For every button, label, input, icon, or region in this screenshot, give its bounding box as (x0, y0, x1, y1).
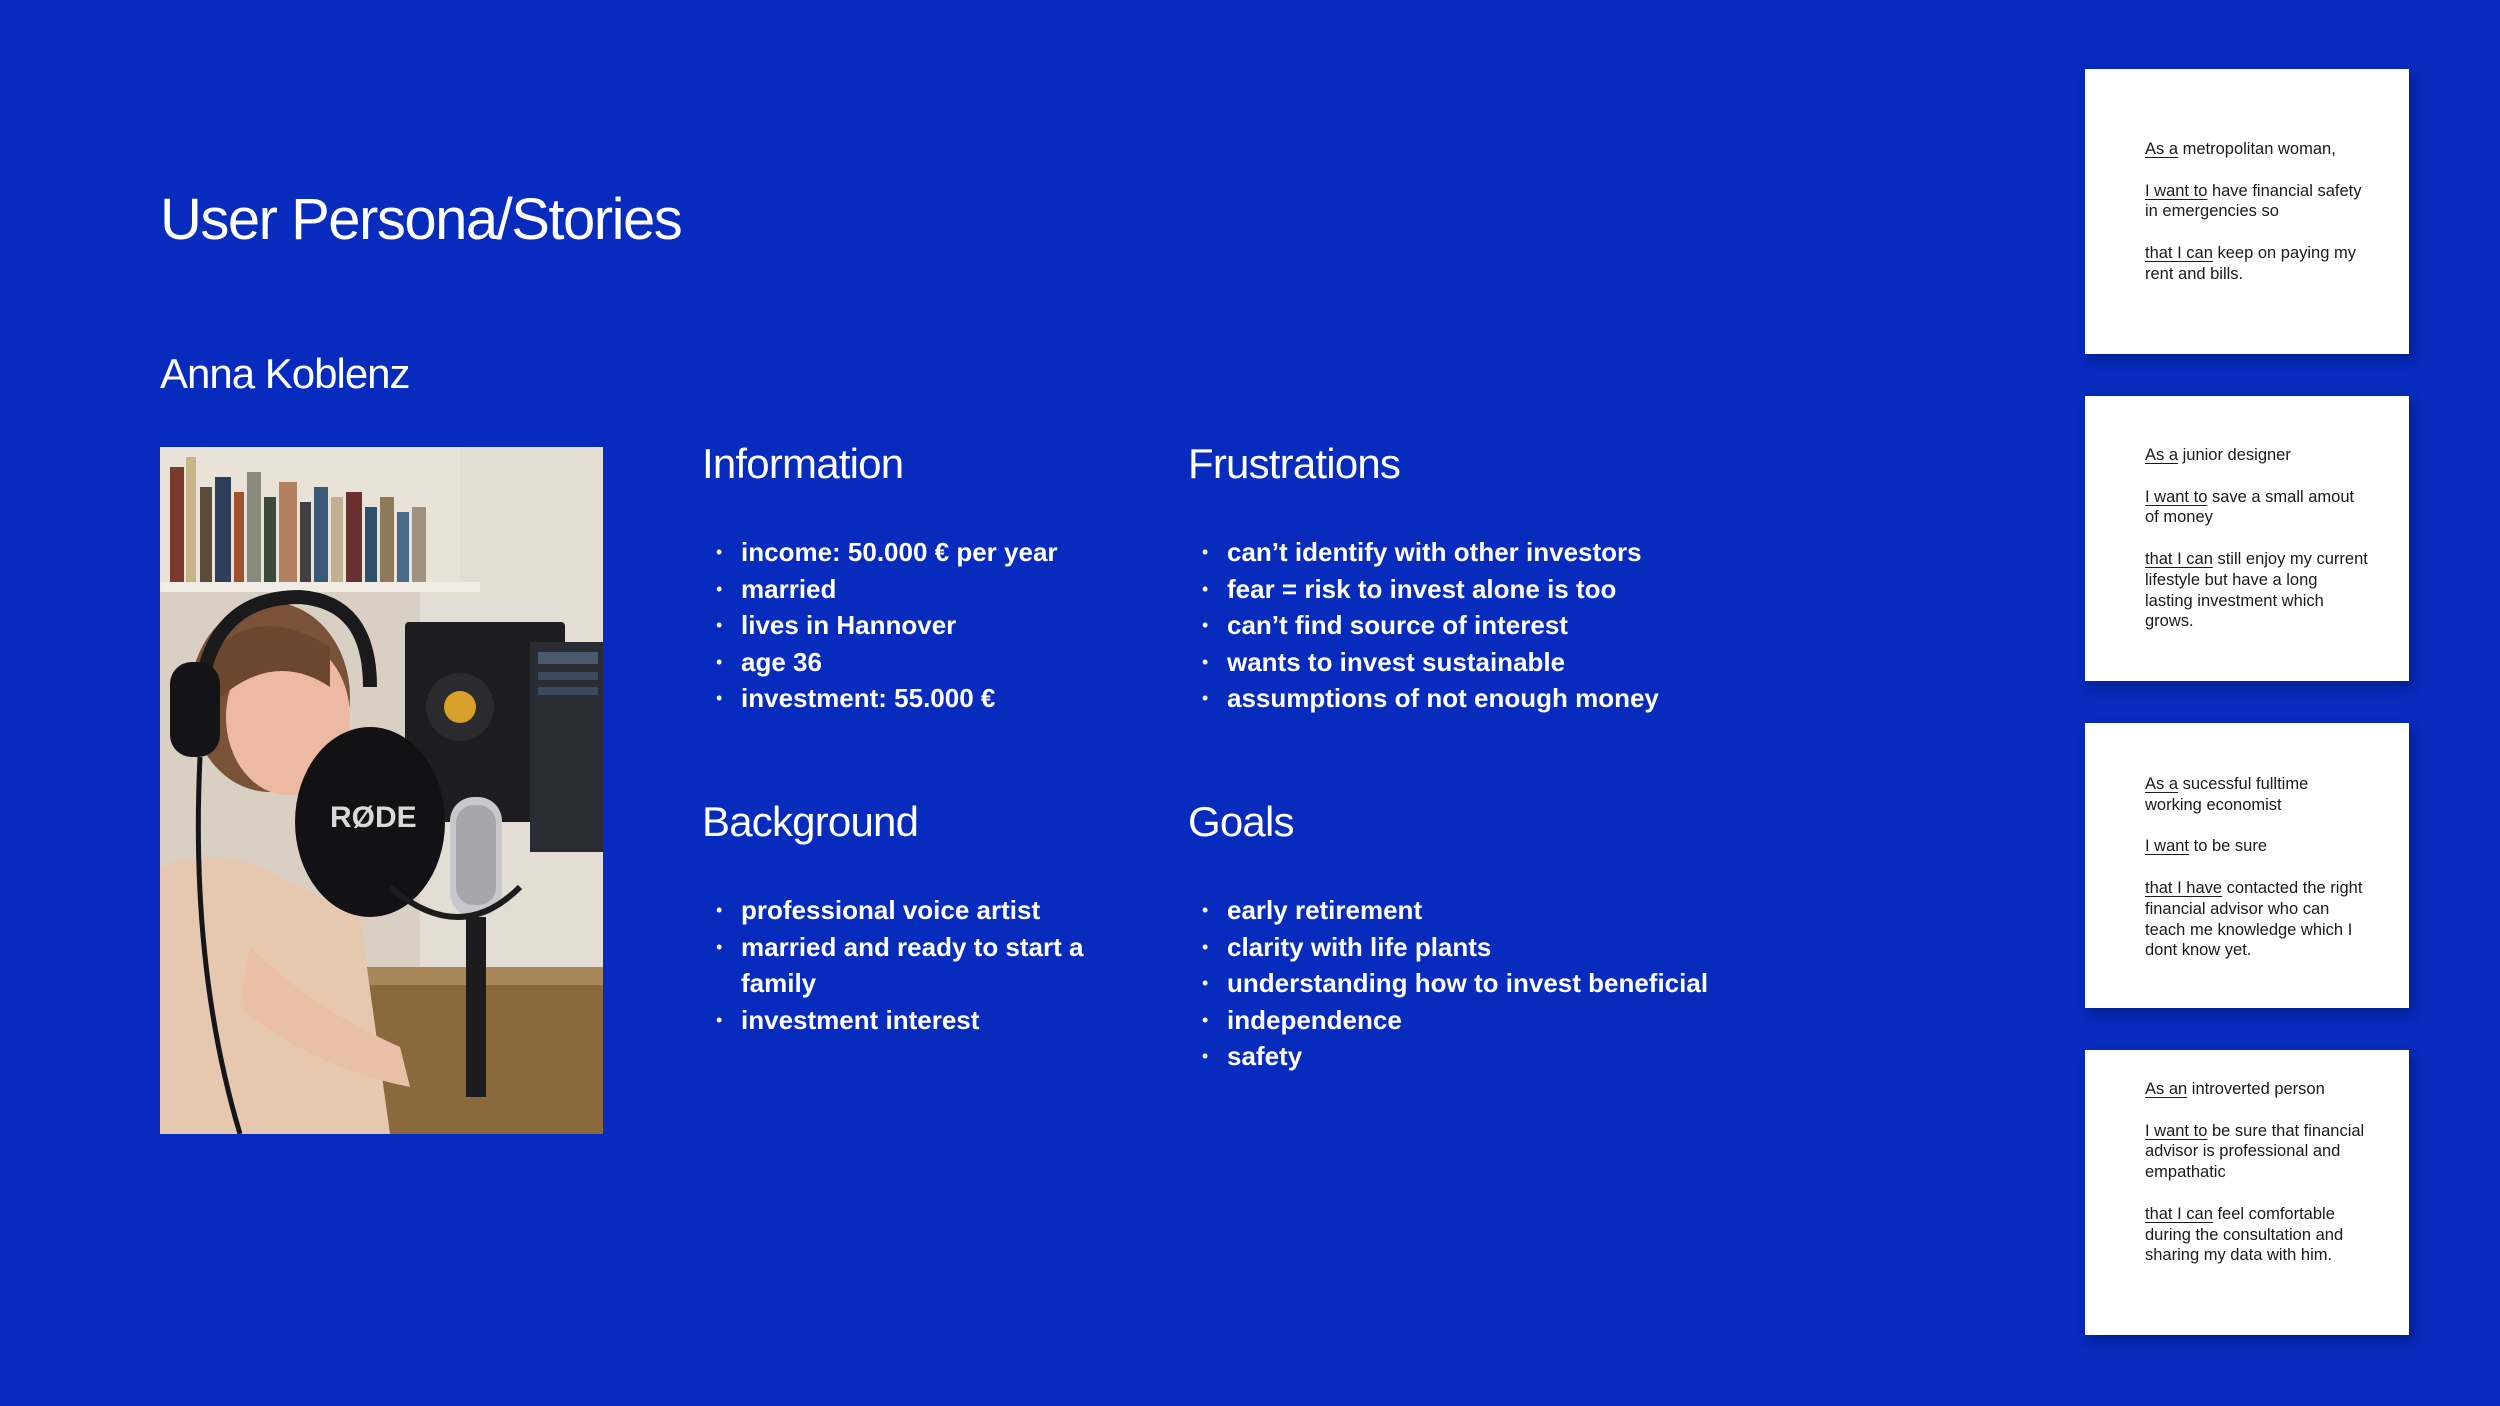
list-item: • wants to invest sustainable (1188, 644, 1788, 681)
frustrations-section (1188, 440, 1788, 717)
mic-brand-label: RØDE (330, 801, 417, 834)
list-item: • can’t identify with other investors (1188, 534, 1788, 571)
story-benefit-text: still enjoy my current lifestyle but have a long lasting investment which grows. (2145, 549, 2368, 631)
story-role (2145, 139, 2369, 160)
story-benefit-keyword: that I can (2145, 549, 2213, 568)
story-role-text: sucessful fulltime working economist (2145, 775, 2309, 814)
background-section (702, 798, 1122, 1038)
story-want-keyword: I want (2145, 837, 2190, 856)
story-benefit-keyword: that I can (2145, 1204, 2213, 1223)
page-title: User Persona/Stories (160, 187, 682, 252)
story-role-keyword: As a (2145, 140, 2179, 158)
story-role-text: metropolitan woman, (2178, 140, 2336, 158)
persona-photo-illustration (160, 447, 603, 1134)
story-want-text: have financial safety in emergencies so (2145, 181, 2362, 221)
story-benefit (2145, 549, 2369, 632)
story-want-text: be sure that financial advisor is professional and empathatic (2145, 1121, 2365, 1182)
information-section (702, 440, 1142, 717)
story-benefit (2145, 878, 2369, 961)
goals-section (1188, 798, 1788, 1075)
story-want (2145, 487, 2369, 529)
story-want (2145, 1121, 2369, 1183)
list-item: • assumptions of not enough money (1188, 680, 1788, 717)
story-want-keyword: I want to (2145, 487, 2208, 506)
list-item: • safety (1188, 1038, 1788, 1075)
story-role-keyword: As an (2145, 1080, 2188, 1098)
persona-photo (160, 447, 603, 1134)
list-item: • professional voice artist (702, 892, 1122, 929)
list-item: • fear = risk to invest alone is too (1188, 571, 1788, 608)
story-benefit-text: contacted the right financial advisor who can teach me knowledge which I dont know yet. (2145, 878, 2363, 960)
story-role (2145, 445, 2369, 466)
frustrations-heading: Frustrations (1188, 440, 1401, 487)
user-story-card (2085, 396, 2409, 681)
information-heading: Information (702, 440, 904, 487)
story-role (2145, 1079, 2369, 1100)
story-want-keyword: I want to (2145, 181, 2208, 200)
story-role-keyword: As a (2145, 446, 2179, 464)
persona-name: Anna Koblenz (160, 350, 410, 397)
goals-list (1188, 892, 1788, 1075)
user-story-card (2085, 69, 2409, 354)
list-item: • lives in Hannover (702, 607, 1142, 644)
background-list (702, 892, 1122, 1038)
information-list (702, 534, 1142, 717)
story-benefit-text: feel comfortable during the consultation and sharing my data with him. (2145, 1204, 2344, 1265)
story-want-keyword: I want to (2145, 1121, 2208, 1140)
list-item: • independence (1188, 1002, 1788, 1039)
story-role (2145, 774, 2369, 816)
list-item: • married (702, 571, 1142, 608)
user-story-card (2085, 723, 2409, 1008)
frustrations-list (1188, 534, 1788, 717)
story-role-text: junior designer (2178, 446, 2291, 464)
background-heading: Background (702, 798, 919, 845)
list-item: • early retirement (1188, 892, 1788, 929)
list-item: • investment: 55.000 € (702, 680, 1142, 717)
story-want (2145, 181, 2369, 223)
user-story-card (2085, 1050, 2409, 1335)
story-benefit-keyword: that I can (2145, 243, 2213, 262)
list-item: • age 36 (702, 644, 1142, 681)
story-want (2145, 836, 2369, 857)
story-benefit-text: keep on paying my rent and bills. (2145, 243, 2356, 283)
story-benefit-keyword: that I have (2145, 878, 2223, 897)
list-item: • income: 50.000 € per year (702, 534, 1142, 571)
story-want-text: to be sure (2189, 837, 2267, 856)
list-item: • can’t find source of interest (1188, 607, 1788, 644)
story-want-text: save a small amout of money (2145, 487, 2355, 527)
list-item: • married and ready to start a family (702, 929, 1122, 1002)
story-role-keyword: As a (2145, 775, 2179, 793)
story-role-text: introverted person (2187, 1080, 2325, 1098)
goals-heading: Goals (1188, 798, 1294, 845)
list-item: • understanding how to invest beneficial (1188, 965, 1788, 1002)
list-item: • investment interest (702, 1002, 1122, 1039)
story-benefit (2145, 243, 2369, 285)
list-item: • clarity with life plants (1188, 929, 1788, 966)
story-benefit (2145, 1204, 2369, 1266)
